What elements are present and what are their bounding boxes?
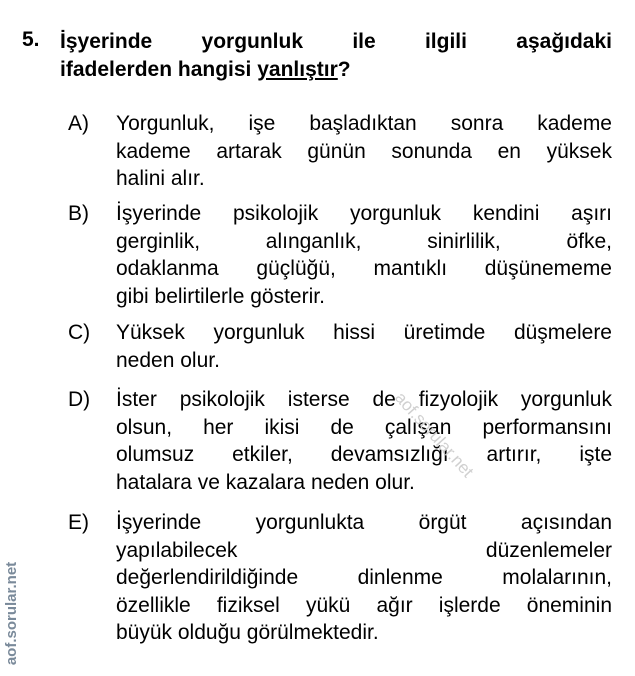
watermark: aof.sorular.net [391,388,478,482]
question-number: 5. [22,28,40,51]
option-line: büyük olduğu görülmektedir. [116,621,379,645]
option-line: gerginlik, alınganlık, sinirlilik, öfke, [116,229,612,253]
question-line: İşyerinde yorgunluk ile ilgili aşağıdaki [60,30,612,53]
question-prefix: ifadelerden hangisi [60,57,258,81]
option-line: İşyerinde yorgunlukta örgüt açısından [116,511,612,534]
option-label[interactable]: C) [68,321,91,344]
question-text [60,28,612,83]
option-label[interactable]: A) [68,112,89,135]
option-line: odaklanma güçlüğü, mantıklı düşünememe [116,257,612,281]
option-line: gibi belirtilerle gösterir. [116,284,325,308]
option-line: özellikle fiziksel yükü ağır işlerde öneminin [116,593,612,617]
option-line: kademe artarak günün sonunda en yüksek [116,139,612,163]
option-line: olumsuz etkiler, devamsızlığı artırır, işte [116,443,612,467]
question-line [60,56,612,84]
option-line: halini alır. [116,167,205,191]
option-line: neden olur. [116,348,220,372]
option-line: Yorgunluk, işe başladıktan sonra kademe [116,112,612,135]
side-label: aof.sorular.net [3,561,21,666]
option-d-text[interactable] [116,386,612,496]
option-line: yapılabilecek düzenlemeler [116,538,612,562]
emphasis-word: yanlıştır [257,57,338,81]
option-line: İster psikolojik isterse de fizyolojik yorgunluk [116,388,612,411]
option-label[interactable]: B) [68,202,89,225]
option-label[interactable]: E) [68,511,89,534]
option-line: İşyerinde psikolojik yorgunluk kendini aşırı [116,202,612,225]
option-c-text[interactable] [116,319,612,374]
option-line: Yüksek yorgunluk hissi üretimde düşmelere [116,321,612,344]
option-line: hatalara ve kazalara neden olur. [116,470,415,494]
option-e-text[interactable] [116,509,612,647]
option-line: değerlendirildiğinde dinlenme molalarının, [116,566,612,590]
option-line: olsun, her ikisi de çalışan performansını [116,415,612,439]
question-mark: ? [337,57,351,81]
option-label[interactable]: D) [68,388,91,411]
option-b-text[interactable] [116,200,612,310]
option-a-text[interactable] [116,110,612,193]
